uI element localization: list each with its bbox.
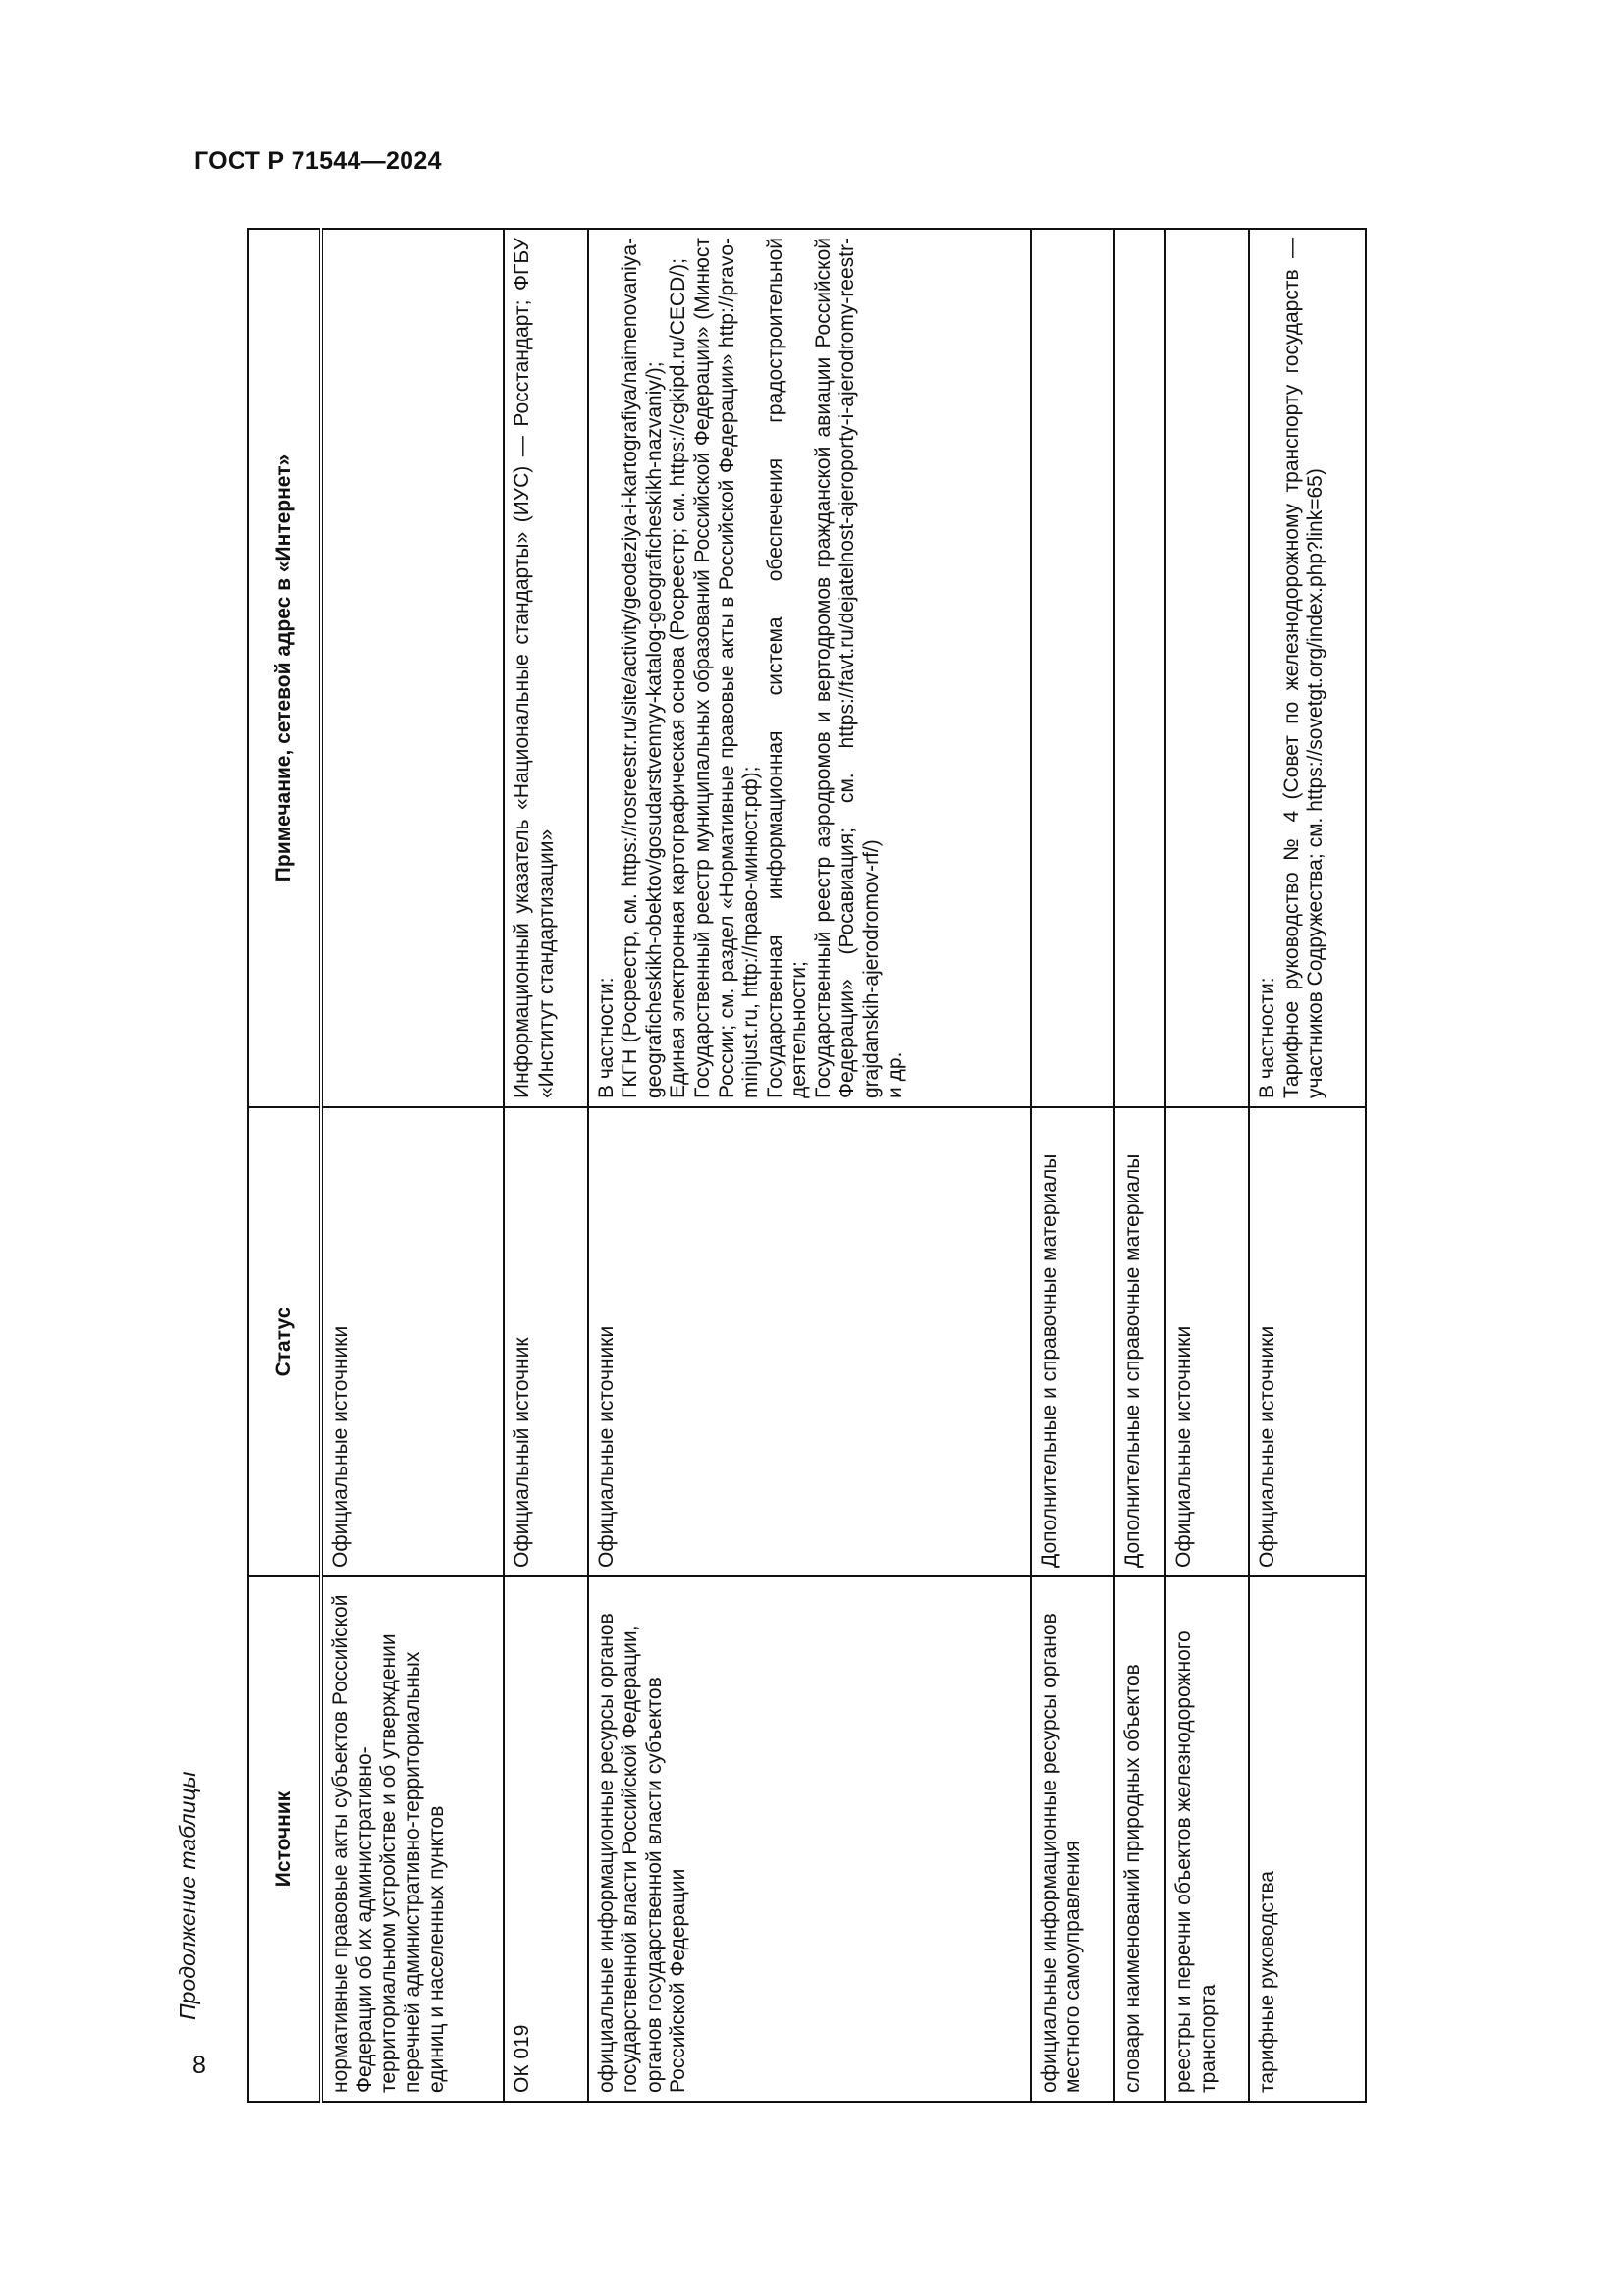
cell-status: Официальный источник [504,1107,587,1576]
note-line: Информационный указатель «Национальные стандарты» (ИУС) — Росстандарт; ФГБУ «Институт стандартизации» [511,238,558,1098]
cell-note [1165,229,1249,1107]
table-row [504,229,587,2102]
cell-status: Официальные источники [321,1107,504,1576]
table-header-row [248,229,321,2102]
table-row [1114,229,1165,2102]
header-note: Примечание, сетевой адрес в «Интернет» [248,229,321,1107]
cell-note [1031,229,1114,1107]
note-line: Тарифное руководство № 4 (Совет по железнодорожному транспорту государств — участников Содружества; см. https://sovetgt.org/index.php?link=65) [1279,238,1327,1098]
cell-note [588,229,1031,1107]
note-line: Государственный реестр муниципальных образований Российской Федерации» (Минюст России; см. раздел «Нормативные правовые акты в Российской Федерации» http://pravo-minjust.ru, http://право-минюст.рф); [690,238,763,1098]
table-row [1249,229,1366,2102]
table-continuation-label: Продолжение таблицы [175,1771,200,2020]
note-line: В частности: [594,977,618,1098]
cell-source: реестры и перечни объектов железнодорожного транспорта [1165,1576,1249,2102]
cell-note [504,229,587,1107]
rotated-table-container [247,230,1367,2103]
cell-note [1249,229,1366,1107]
document-header: ГОСТ Р 71544—2024 [194,147,442,175]
note-line: Государственный реестр аэродромов и вертодромов гражданской авиации Российской Федерации» (Росавиация; см. https://favt.ru/dejatelnost-ajeroporty-i-ajerodromy-reestr-grajdanskih-ajerodromov-rf/) [811,238,883,1098]
note-line: В частности: [1256,977,1279,1098]
cell-status: Официальные источники [1165,1107,1249,1576]
cell-status: Дополнительные и справочные материалы [1031,1107,1114,1576]
sources-table [247,228,1367,2103]
note-line: Единая электронная картографическая основа (Росреестр; см. https://cgkipd.ru/CECD/); [667,258,690,1098]
cell-status: Официальные источники [1249,1107,1366,1576]
table-row [588,229,1031,2102]
cell-source: ОК 019 [504,1576,587,2102]
cell-source: нормативные правовые акты субъектов Российской Федерации об их административно-территориальном устройстве и об утверждении перечней административно-территориальных единиц и населенных пунктов [321,1576,504,2102]
cell-source: тарифные руководства [1249,1576,1366,2102]
cell-source: официальные информационные ресурсы органов государственной власти Российской Федерации, органов государственной власти субъектов Российской Федерации [588,1576,1031,2102]
cell-source: официальные информационные ресурсы органов местного самоуправления [1031,1576,1114,2102]
table-row [1031,229,1114,2102]
cell-status: Официальные источники [588,1107,1031,1576]
cell-source: словари наименований природных объектов [1114,1576,1165,2102]
note-line: и др. [884,1051,907,1098]
header-source: Источник [248,1576,321,2102]
cell-note [1114,229,1165,1107]
note-line: ГКГН (Росреестр, см. https://rosreestr.ru/site/activity/geodeziya-i-kartografiya/naimenovaniya-geograficheskikh-obektov/gosudarstvennyy-katalog-geograficheskikh-nazvaniy/); [619,238,666,1098]
table-row [1165,229,1249,2102]
table-row [321,229,504,2102]
page-number: 8 [192,2052,206,2079]
cell-note [321,229,504,1107]
note-line: Государственная информационная система обеспечения градостроительной деятельности; [763,238,811,1098]
cell-status: Дополнительные и справочные материалы [1114,1107,1165,1576]
header-status: Статус [248,1107,321,1576]
